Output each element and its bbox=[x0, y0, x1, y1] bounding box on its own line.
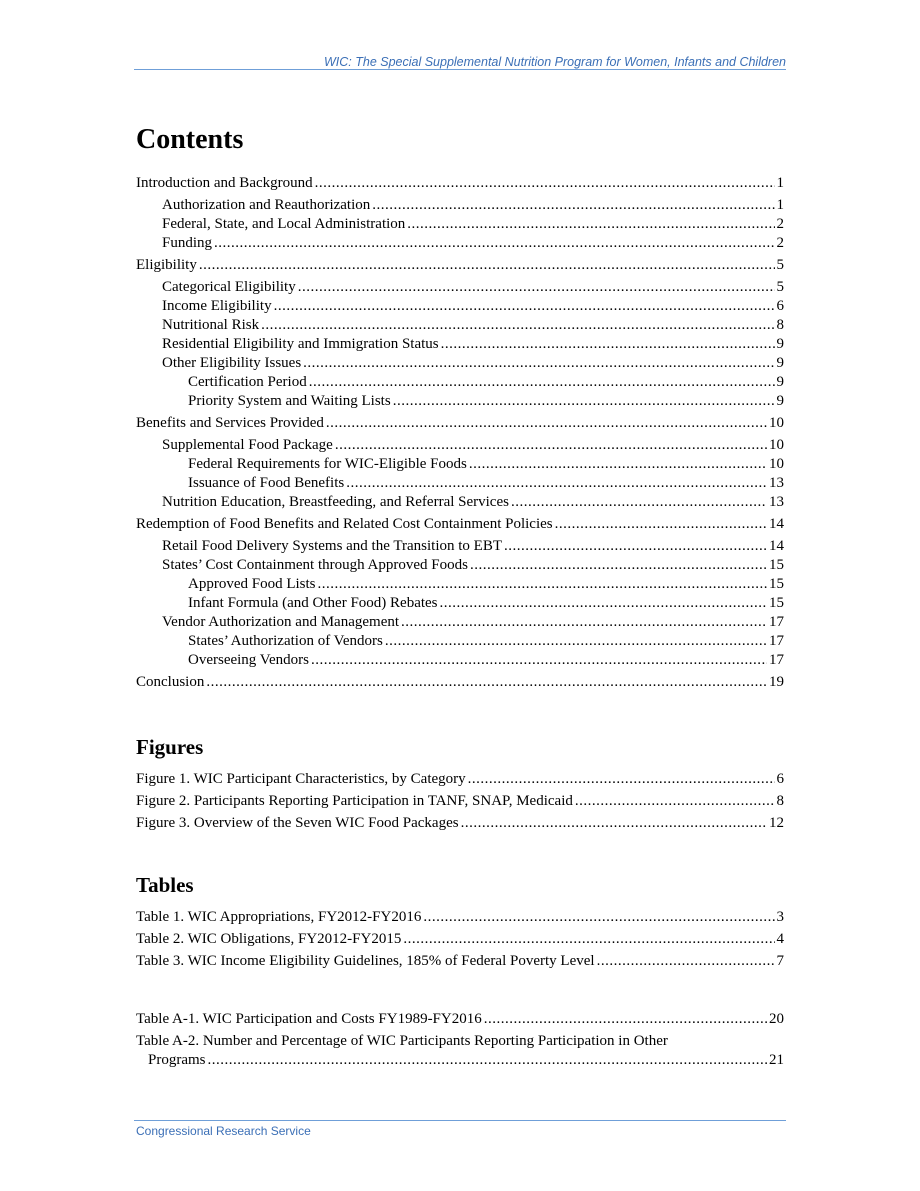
toc-entry[interactable]: Issuance of Food Benefits ..... 13 bbox=[136, 474, 784, 493]
toc-entry[interactable]: Approved Food Lists ..... 15 bbox=[136, 575, 784, 594]
toc-entry[interactable]: Eligibility ..... 5 bbox=[136, 256, 784, 275]
toc-entry[interactable]: Nutrition Education, Breastfeeding, and Referral Services ..... 13 bbox=[136, 493, 784, 512]
figures-list bbox=[136, 770, 784, 833]
table-entry[interactable]: Table 3. WIC Income Eligibility Guidelines, 185% of Federal Poverty Level ..... 7 bbox=[136, 952, 784, 971]
toc-entry[interactable]: Benefits and Services Provided ..... 10 bbox=[136, 414, 784, 433]
toc-entry[interactable]: Other Eligibility Issues ..... 9 bbox=[136, 354, 784, 373]
running-header-title: WIC: The Special Supplemental Nutrition Program for Women, Infants and Children bbox=[323, 55, 786, 69]
toc-entry[interactable]: Funding ..... 2 bbox=[136, 234, 784, 253]
figure-entry[interactable]: Figure 3. Overview of the Seven WIC Food Packages ..... 12 bbox=[136, 814, 784, 833]
table-entry[interactable]: Table 2. WIC Obligations, FY2012-FY2015 ..... 4 bbox=[136, 930, 784, 949]
footer-organization: Congressional Research Service bbox=[136, 1124, 311, 1138]
toc-entry[interactable]: Retail Food Delivery Systems and the Transition to EBT ..... 14 bbox=[136, 537, 784, 556]
toc-entry[interactable]: Federal Requirements for WIC-Eligible Foods ..... 10 bbox=[136, 455, 784, 474]
toc-entry[interactable]: Certification Period ..... 9 bbox=[136, 373, 784, 392]
appendix-table-entry[interactable]: Table A-2. Number and Percentage of WIC Participants Reporting Participation in Other Programs ..... 21 bbox=[136, 1032, 784, 1070]
header-divider bbox=[134, 69, 786, 70]
toc-entry[interactable]: Supplemental Food Package ..... 10 bbox=[136, 436, 784, 455]
appendix-tables-list bbox=[136, 1010, 784, 1070]
toc-entry[interactable]: Authorization and Reauthorization ..... 1 bbox=[136, 196, 784, 215]
toc-entry[interactable]: Introduction and Background ..... 1 bbox=[136, 174, 784, 193]
tables-list bbox=[136, 908, 784, 971]
toc-entry[interactable]: Federal, State, and Local Administration ..... 2 bbox=[136, 215, 784, 234]
table-entry[interactable]: Table 1. WIC Appropriations, FY2012-FY2016 ..... 3 bbox=[136, 908, 784, 927]
toc-entry[interactable]: States’ Cost Containment through Approved Foods ..... 15 bbox=[136, 556, 784, 575]
tables-heading: Tables bbox=[136, 873, 194, 897]
toc-entry[interactable]: Overseeing Vendors ..... 17 bbox=[136, 651, 784, 670]
contents-list bbox=[136, 174, 784, 692]
figure-entry[interactable]: Figure 2. Participants Reporting Participation in TANF, SNAP, Medicaid ..... 8 bbox=[136, 792, 784, 811]
figure-entry[interactable]: Figure 1. WIC Participant Characteristics, by Category ..... 6 bbox=[136, 770, 784, 789]
toc-entry[interactable]: Nutritional Risk ..... 8 bbox=[136, 316, 784, 335]
toc-entry[interactable]: Redemption of Food Benefits and Related Cost Containment Policies ..... 14 bbox=[136, 515, 784, 534]
toc-entry[interactable]: Income Eligibility ..... 6 bbox=[136, 297, 784, 316]
toc-entry[interactable]: Infant Formula (and Other Food) Rebates ..... 15 bbox=[136, 594, 784, 613]
toc-entry[interactable]: Conclusion ..... 19 bbox=[136, 673, 784, 692]
footer-divider bbox=[134, 1120, 786, 1121]
toc-entry[interactable]: Categorical Eligibility ..... 5 bbox=[136, 278, 784, 297]
toc-entry[interactable]: Priority System and Waiting Lists ..... 9 bbox=[136, 392, 784, 411]
appendix-table-entry[interactable]: Table A-1. WIC Participation and Costs FY1989-FY2016 ..... 20 bbox=[136, 1010, 784, 1029]
toc-entry[interactable]: Vendor Authorization and Management ..... 17 bbox=[136, 613, 784, 632]
contents-heading: Contents bbox=[136, 124, 244, 155]
toc-entry[interactable]: Residential Eligibility and Immigration Status ..... 9 bbox=[136, 335, 784, 354]
figures-heading: Figures bbox=[136, 735, 204, 759]
toc-entry[interactable]: States’ Authorization of Vendors ..... 17 bbox=[136, 632, 784, 651]
